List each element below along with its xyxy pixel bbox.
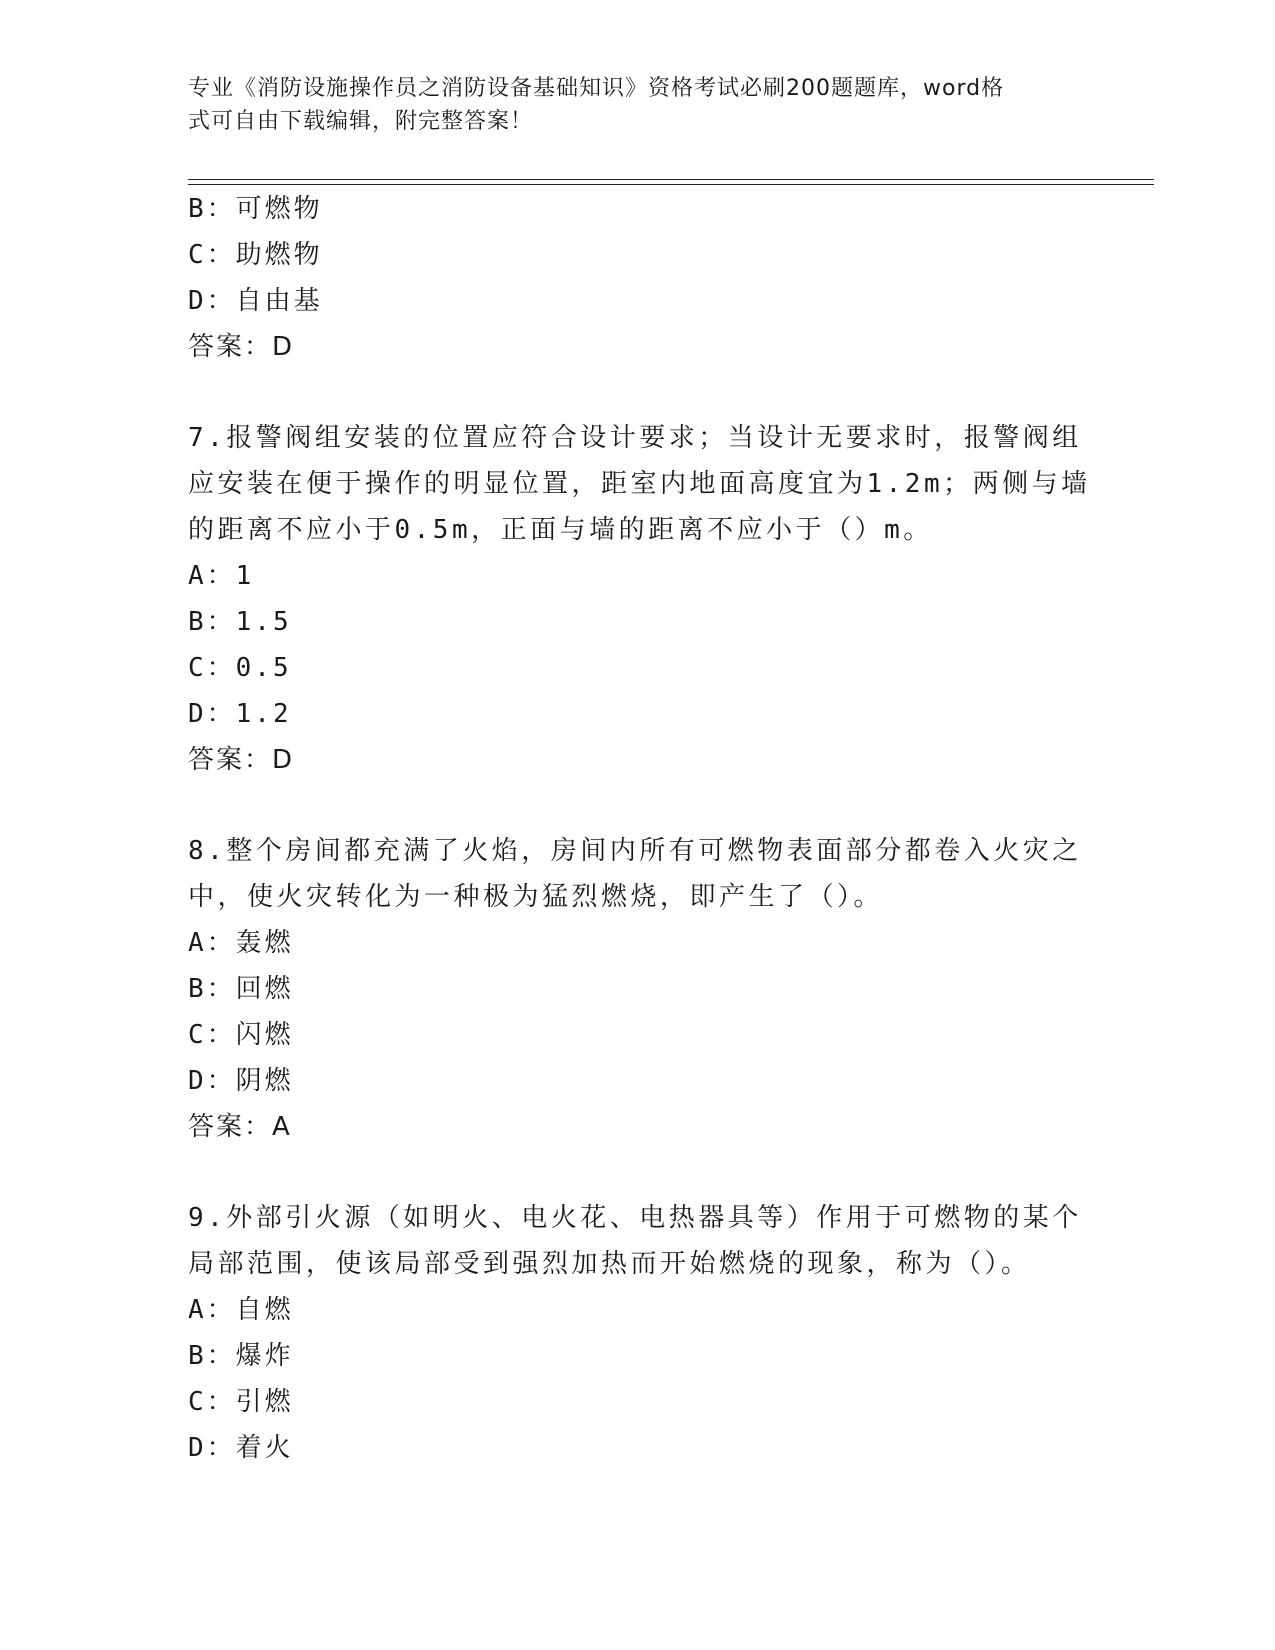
option-d: D：着火 (188, 1433, 294, 1463)
header-line-1: 专业《消防设施操作员之消防设备基础知识》资格考试必刷200题题库，word格 (188, 76, 1005, 101)
stem-line: 局部范围，使该局部受到强烈加热而开始燃烧的现象，称为（）。 (188, 1249, 1031, 1279)
question-stem (188, 828, 1088, 920)
option-a: A：轰燃 (188, 928, 294, 958)
stem-line: 7.报警阀组安装的位置应符合设计要求；当设计无要求时，报警阀组 (188, 423, 1082, 453)
header-line-2: 式可自由下载编辑，附完整答案！ (188, 109, 534, 134)
question-7 (188, 415, 1091, 783)
spacer (188, 370, 1088, 415)
question-8 (188, 828, 1088, 1150)
question-list (188, 186, 1091, 1471)
option-b: B：1.5 (188, 607, 292, 637)
option-b: B：可燃物 (188, 194, 323, 224)
option-c: C：助燃物 (188, 240, 323, 270)
answer-line: 答案：A (188, 1112, 292, 1142)
option-d: D：自由基 (188, 286, 323, 316)
question-stem (188, 415, 1091, 553)
option-b: B：爆炸 (188, 1341, 294, 1371)
option-a: A：自燃 (188, 1295, 294, 1325)
option-d: D：1.2 (188, 699, 292, 729)
option-c: C：闪燃 (188, 1020, 294, 1050)
question-stem (188, 1195, 1088, 1287)
question-9 (188, 1195, 1088, 1471)
stem-line: 8.整个房间都充满了火焰，房间内所有可燃物表面部分都卷入火灾之 (188, 836, 1082, 866)
header-rule-bottom (188, 184, 1154, 185)
answer-line: 答案：D (188, 745, 295, 775)
option-a: A：1 (188, 561, 255, 591)
option-c: C：引燃 (188, 1387, 294, 1417)
stem-line: 9.外部引火源（如明火、电火花、电热器具等）作用于可燃物的某个 (188, 1203, 1082, 1233)
document-header (188, 72, 1068, 138)
stem-line: 的距离不应小于0.5m，正面与墙的距离不应小于（）m。 (188, 515, 933, 545)
option-c: C：0.5 (188, 653, 292, 683)
question-6-partial (188, 186, 1088, 370)
header-rule-top (188, 179, 1154, 180)
option-b: B：回燃 (188, 974, 294, 1004)
stem-line: 应安装在便于操作的明显位置，距室内地面高度宜为1.2m；两侧与墙 (188, 469, 1091, 499)
stem-line: 中，使火灾转化为一种极为猛烈燃烧，即产生了（）。 (188, 882, 884, 912)
answer-line: 答案：D (188, 332, 295, 362)
spacer (188, 1150, 1088, 1195)
option-d: D：阴燃 (188, 1066, 294, 1096)
spacer (188, 783, 1088, 828)
